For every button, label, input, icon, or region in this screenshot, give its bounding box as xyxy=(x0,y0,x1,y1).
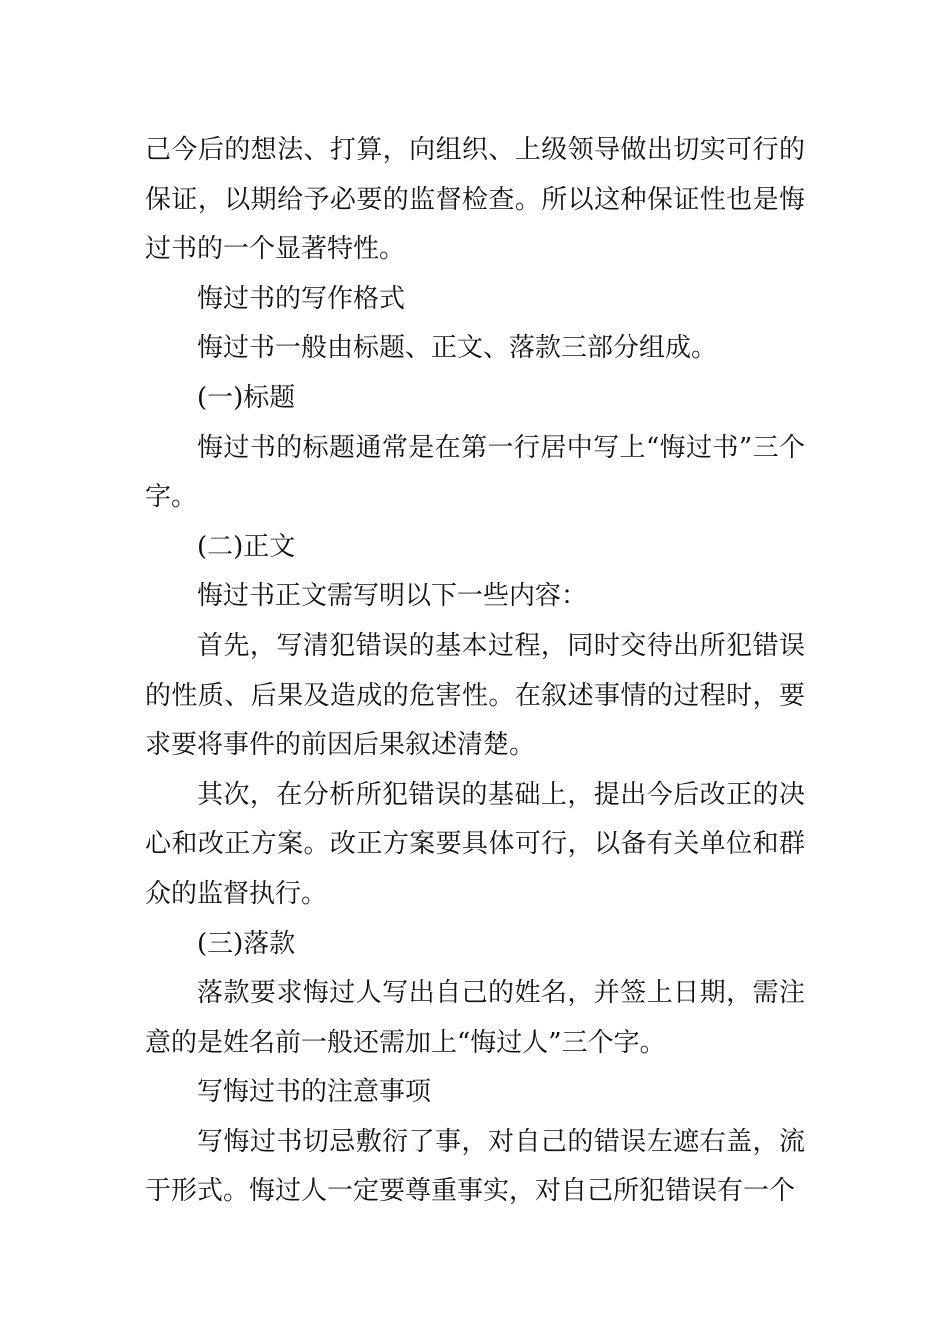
subheading-title: (一)标题 xyxy=(197,382,296,413)
subheading-body: (二)正文 xyxy=(197,531,296,562)
paragraph-continuation: 己今后的想法、打算，向组织、上级领导做出切实可行的保证，以期给予必要的监督检查。所以这种保证性也是悔过书的一个显著特性。 xyxy=(145,135,805,265)
paragraph-second: 其次，在分析所犯错误的基础上，提出今后改正的决心和改正方案。改正方案要具体可行，以备有关单位和群众的监督执行。 xyxy=(145,779,805,909)
subheading-signature: (三)落款 xyxy=(197,928,296,959)
paragraph-body-intro: 悔过书正文需写明以下一些内容： xyxy=(197,581,588,612)
section-heading-format: 悔过书的写作格式 xyxy=(197,283,406,314)
section-heading-notes: 写悔过书的注意事项 xyxy=(197,1077,432,1108)
paragraph-notes: 写悔过书切忌敷衍了事，对自己的错误左遮右盖，流于形式。悔过人一定要尊重事实，对自己所犯错误有一个 xyxy=(145,1126,805,1207)
paragraph-composition: 悔过书一般由标题、正文、落款三部分组成。 xyxy=(197,333,718,364)
paragraph-title-desc: 悔过书的标题通常是在第一行居中写上“悔过书”三个字。 xyxy=(145,432,805,513)
paragraph-first: 首先，写清犯错误的基本过程，同时交待出所犯错误的性质、后果及造成的危害性。在叙述事情的过程时，要求要将事件的前因后果叙述清楚。 xyxy=(145,630,805,761)
document-body xyxy=(145,126,805,1217)
paragraph-signature-desc: 落款要求悔过人写出自己的姓名，并签上日期，需注意的是姓名前一般还需加上“悔过人”三个字。 xyxy=(145,978,805,1058)
